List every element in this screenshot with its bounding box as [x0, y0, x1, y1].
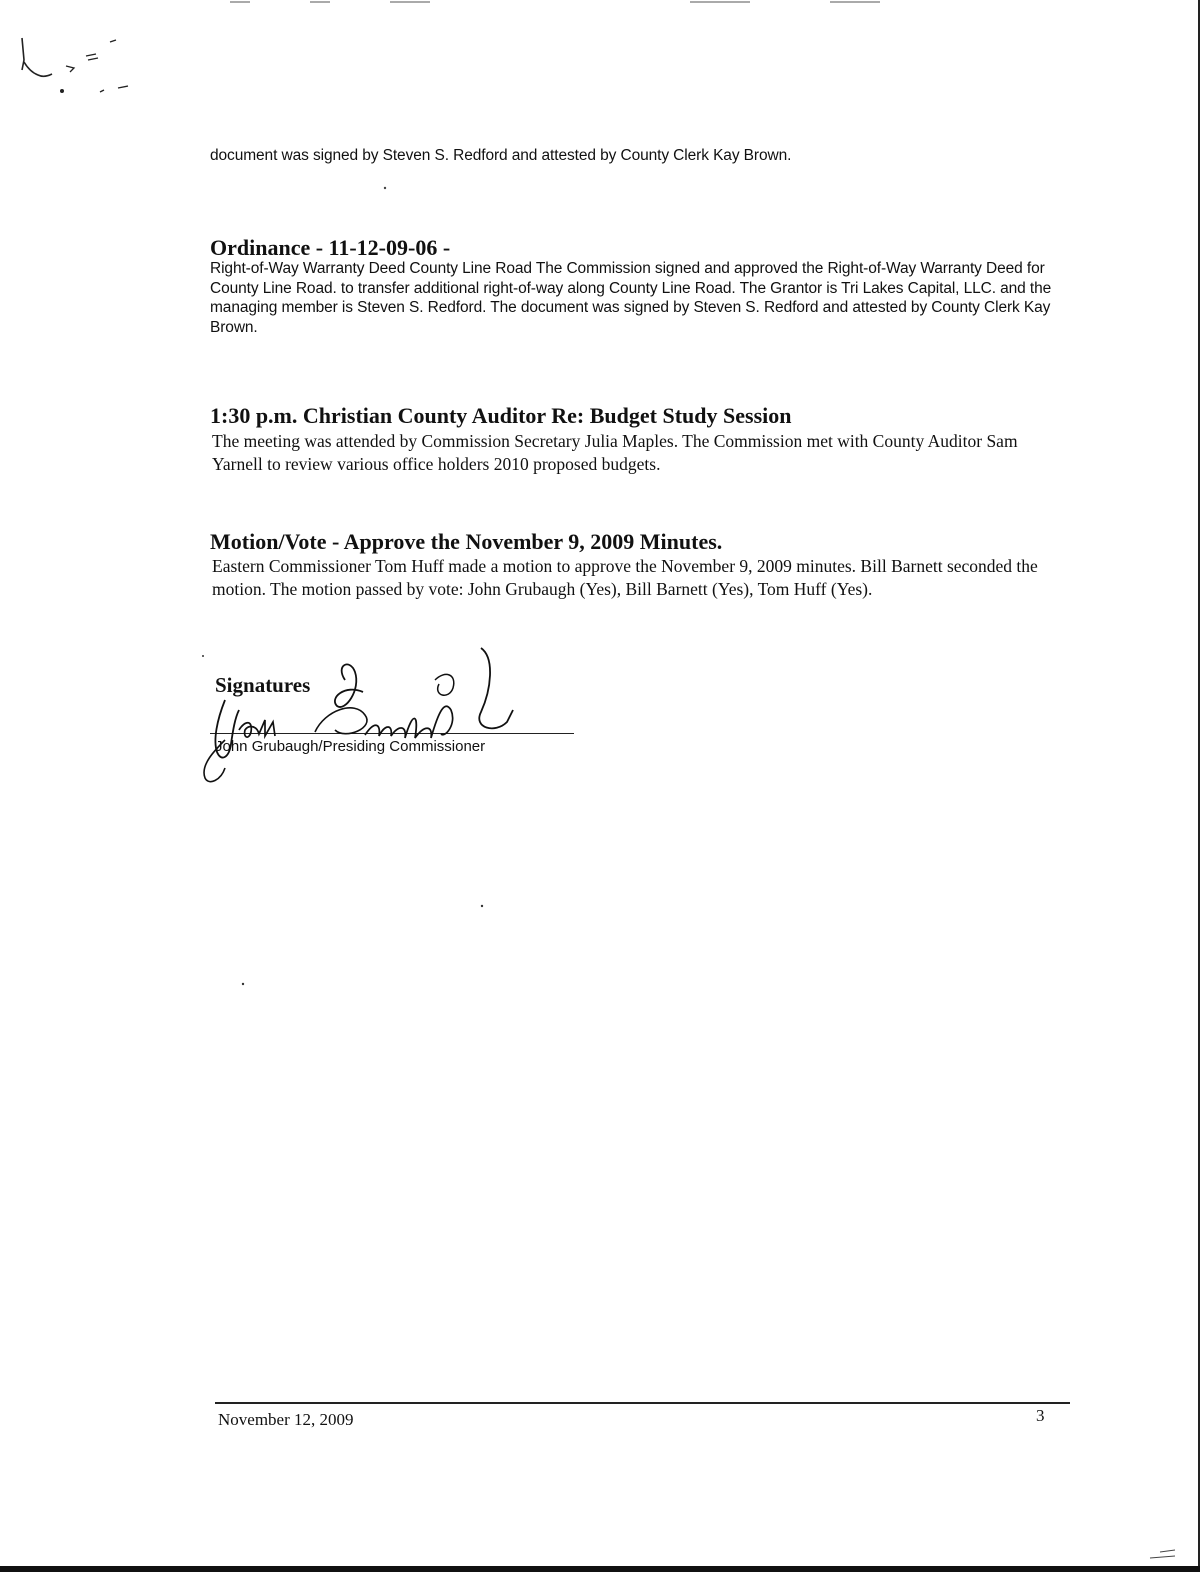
section-title-motion: Motion/Vote - Approve the November 9, 2009 Minutes. — [210, 529, 723, 554]
section-title-ordinance: Ordinance - 11-12-09-06 - — [210, 235, 451, 260]
footer-date: November 12, 2009 — [218, 1410, 354, 1429]
section-body-ordinance: Right-of-Way Warranty Deed County Line Road The Commission signed and approved the Right-of-Way Warranty Deed for County Line Road. to transfer additional right-of-way along County Line Road. The Grantor is Tri Lakes Capital, LLC. and the managing member is Steven S. Redford. The document was signed by Steven S. Redford and attested by County Clerk Kay Brown. — [210, 260, 1052, 336]
signatures-heading: Signatures — [215, 673, 311, 697]
intro-paragraph: document was signed by Steven S. Redford and attested by County Clerk Kay Brown. — [210, 147, 792, 164]
footer-page-number: 3 — [1036, 1406, 1045, 1425]
signatory-name-title: John Grubaugh/Presiding Commissioner — [215, 738, 486, 755]
footer-rule — [215, 1402, 1070, 1404]
section-body-motion: Eastern Commissioner Tom Huff made a motion to approve the November 9, 2009 minutes. Bill Barnett seconded the motion. The motion passed by vote: John Grubaugh (Yes), Bill Barnett (Yes), Tom Huff (Yes). — [212, 556, 1038, 599]
handwritten-signature — [195, 640, 525, 790]
section-title-auditor: 1:30 p.m. Christian County Auditor Re: Budget Study Session — [210, 403, 792, 428]
section-body-auditor: The meeting was attended by Commission Secretary Julia Maples. The Commission met with County Auditor Sam Yarnell to review various office holders 2010 proposed budgets. — [212, 431, 1018, 474]
